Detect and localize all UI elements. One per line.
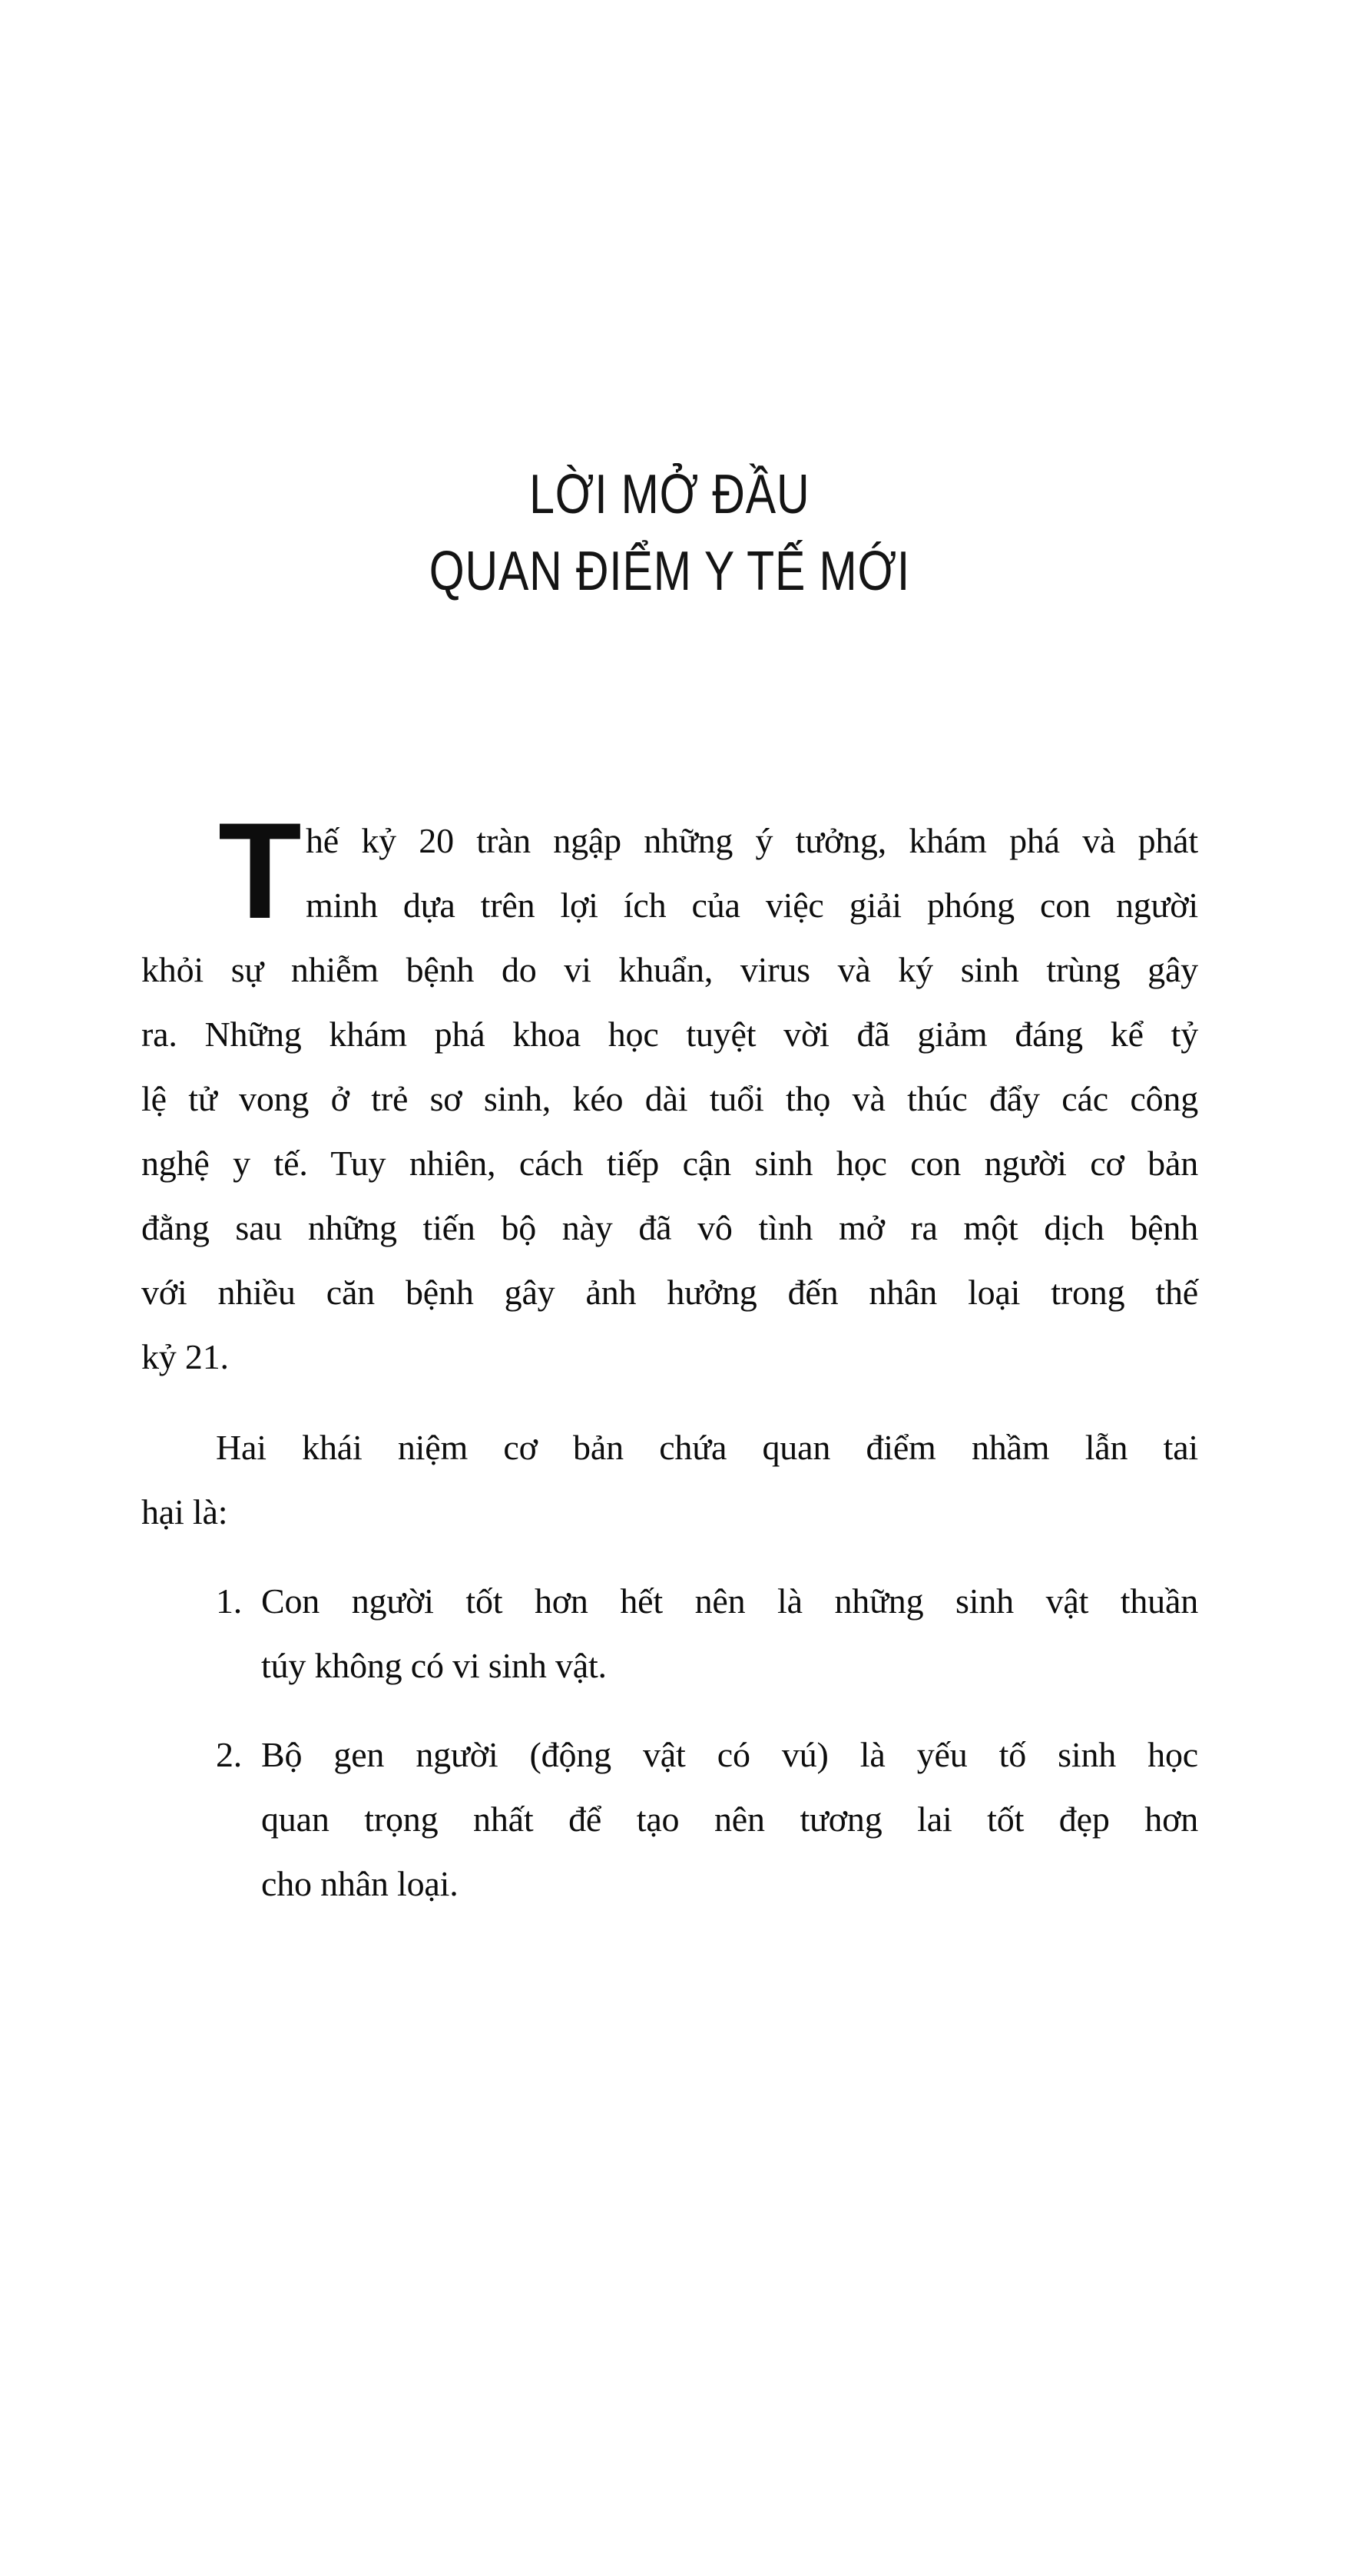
list-item-line-last: cho nhân loại. — [261, 1864, 459, 1903]
concepts-paragraph-line: Hai khái niệm cơ bản chứa quan điểm nhầm lẫn tai — [216, 1428, 1198, 1467]
list-item-line: quan trọng nhất để tạo nên tương lai tốt đẹp hơn — [261, 1800, 1198, 1839]
list-item-line-last: túy không có vi sinh vật. — [261, 1646, 607, 1685]
intro-line: hế kỷ 20 tràn ngập những ý tưởng, khám phá và phát — [306, 821, 1198, 860]
intro-line: minh dựa trên lợi ích của việc giải phóng con người — [306, 886, 1198, 925]
list-item-line: Con người tốt hơn hết nên là những sinh vật thuần — [261, 1581, 1198, 1621]
book-page — [0, 456, 1361, 2576]
list-item-1-text — [261, 1569, 1198, 1698]
list-item-2-text — [261, 1723, 1198, 1916]
list-item-line: Bộ gen người (động vật có vú) là yếu tố sinh học — [261, 1735, 1198, 1774]
intro-line: khỏi sự nhiễm bệnh do vi khuẩn, virus và ký sinh trùng gây — [141, 950, 1198, 989]
intro-line-last: kỷ 21. — [141, 1337, 229, 1376]
drop-cap-box — [141, 794, 306, 947]
drop-cap-letter: T — [218, 794, 302, 947]
list-item-2-number: 2. — [216, 1735, 243, 1774]
intro-line: đằng sau những tiến bộ này đã vô tình mở ra một dịch bệnh — [141, 1208, 1198, 1247]
chapter-heading-line1-text: LỜI MỞ ĐẦU — [529, 464, 810, 525]
list-item-2 — [216, 1723, 1198, 1916]
intro-line: nghệ y tế. Tuy nhiên, cách tiếp cận sinh học con người cơ bản — [141, 1144, 1198, 1183]
chapter-heading-line1 — [141, 456, 1198, 533]
chapter-heading-line2-text: QUAN ĐIỂM Y TẾ MỚI — [429, 541, 911, 602]
list-item-1 — [216, 1569, 1198, 1698]
chapter-heading-line2 — [141, 533, 1198, 610]
intro-line: lệ tử vong ở trẻ sơ sinh, kéo dài tuổi thọ và thúc đẩy các công — [141, 1079, 1198, 1118]
list-item-1-number: 1. — [216, 1581, 243, 1621]
concepts-list — [216, 1569, 1198, 1916]
intro-paragraph — [141, 794, 1198, 1389]
intro-line: với nhiều căn bệnh gây ảnh hưởng đến nhân loại trong thế — [141, 1273, 1198, 1312]
chapter-heading — [141, 456, 1198, 610]
intro-line: ra. Những khám phá khoa học tuyệt vời đã giảm đáng kể tỷ — [141, 1015, 1198, 1054]
concepts-paragraph — [141, 1415, 1198, 1545]
concepts-paragraph-line-last: hại là: — [141, 1492, 228, 1531]
